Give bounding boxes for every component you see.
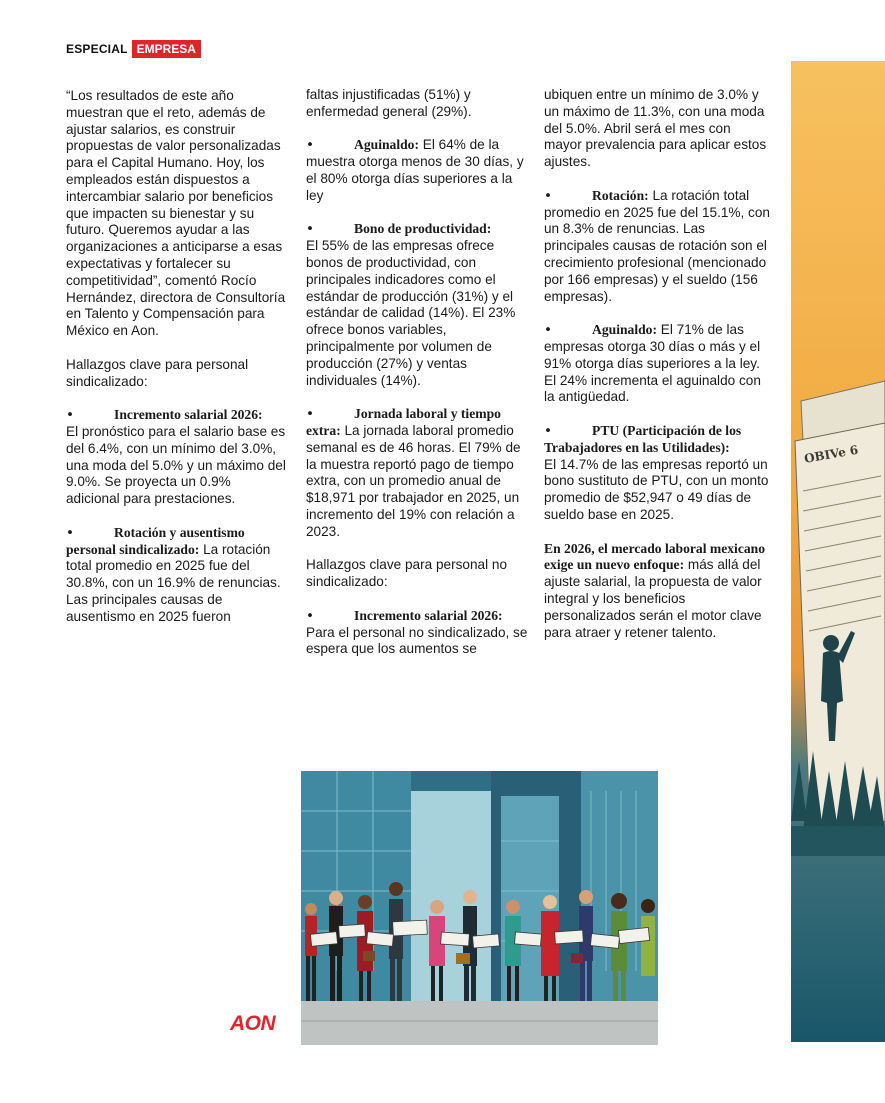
closing-title: En 2026, el mercado laboral mexicano exige un nuevo enfoque:	[544, 540, 766, 573]
finding-salary-increase	[66, 407, 288, 508]
workers-illustration-art	[301, 771, 658, 1045]
section-tag: EMPRESA	[132, 40, 201, 58]
document-sheets	[795, 381, 885, 851]
article-column-1	[66, 88, 288, 642]
section-header	[66, 40, 201, 58]
bullet: •	[544, 187, 553, 204]
quote-paragraph: “Los resultados de este año muestran que el reto, además de ajustar salarios, es construir propuestas de valor personalizadas para el Capital Humano. Hoy, los empleados están dispuestos a intercambiar salario por beneficios que impacten su bienestar y su futuro. Queremos ayudar a las organizaciones a anticiparse a esas expectativas y fortalecer su competitividad”, comentó Rocío Hernández, directora de Consultoría en Talento y Compensación para México en Aon.	[66, 88, 286, 339]
closing-text: más allá del ajuste salarial, la propuesta de valor integral y los beneficios personalizados serán el motor clave para atraer y retener talento.	[544, 557, 762, 640]
section-intro-non-unionized: Hallazgos clave para personal no sindicalizado:	[306, 557, 508, 590]
finding-text: La jornada laboral promedio semanal es de 46 horas. El 79% de la muestra reportó pago de tiempo extra, con un promedio anual de $18,971 por trabajador en 2025, un incremento del 19% con relación a 2023.	[306, 422, 521, 539]
finding-title: Incremento salarial 2026:	[114, 407, 263, 423]
finding-title: Incremento salarial 2026:	[354, 607, 503, 623]
side-illustration	[791, 61, 885, 1042]
finding-work-hours	[306, 406, 528, 540]
side-illustration-art	[791, 61, 885, 1042]
section-label: ESPECIAL	[66, 42, 128, 56]
bullet: •	[544, 322, 553, 339]
bullet: •	[66, 407, 75, 424]
finding-text: El 71% de las empresas otorga 30 días o más y el 91% otorga días superiores a la ley. El 24% incrementa el aguinaldo con la antigüedad.	[544, 322, 761, 405]
finding-aguinaldo	[306, 137, 528, 204]
finding-text: La rotación total promedio en 2025 fue del 30.8%, con un 16.9% de renuncias. Las principales causas de ausentismo en 2025 fueron	[66, 541, 281, 624]
bullet: •	[306, 137, 315, 154]
finding-text: Para el personal no sindicalizado, se espera que los aumentos se	[306, 624, 528, 657]
continued-paragraph: faltas injustificadas (51%) y enfermedad general (29%).	[306, 87, 472, 119]
finding-title: PTU (Participación de los Trabajadores en las Utilidades):	[544, 422, 742, 455]
finding-salary-increase-non-unionized	[306, 608, 528, 658]
section-intro-unionized: Hallazgos clave para personal sindicalizado:	[66, 356, 249, 389]
finding-title: Rotación y ausentismo personal sindicalizado:	[66, 524, 245, 557]
bullet: •	[306, 607, 315, 624]
finding-productivity-bonus	[306, 221, 528, 389]
finding-text: El 55% de las empresas ofrece bonos de productividad, con principales indicadores como el estándar de producción (31%) y el estándar de calidad (14%). El 23% ofrece bonos variables, principalmente por volumen de producción (27%) y ventas individuales (14%).	[306, 238, 516, 388]
finding-title: Aguinaldo:	[354, 137, 419, 153]
article-column-2	[306, 87, 528, 675]
finding-title: Aguinaldo:	[592, 322, 657, 338]
finding-title: Jornada laboral y tiempo extra:	[306, 406, 501, 438]
svg-text:OBIVe 6: OBIVe 6	[803, 442, 860, 466]
continued-paragraph: ubiquen entre un mínimo de 3.0% y un máximo de 11.3%, con una moda del 5.0%. Abril será el mes con mayor prevalencia para aplicar estos ajustes.	[544, 87, 767, 170]
finding-text: El 64% de la muestra otorga menos de 30 días, y el 80% otorga días superiores a la ley	[306, 137, 524, 203]
finding-text: El 14.7% de las empresas reportó un bono sustituto de PTU, con un monto promedio de $52,947 o 49 días de sueldo base en 2025.	[544, 456, 769, 522]
finding-text: La rotación total promedio en 2025 fue del 15.1%, con un 8.3% de renuncias. Las principales causas de rotación son el crecimiento profesional (mencionado por 166 empresas) y el sueldo (156 empresas).	[544, 187, 770, 304]
bullet: •	[544, 422, 553, 439]
finding-text: El pronóstico para el salario base es del 6.4%, con un mínimo del 3.0%, una moda del 5.0% y un máximo del 9.0%. Se proyecta un 0.9% adicional para prestaciones.	[66, 423, 286, 507]
workers-illustration	[301, 771, 658, 1045]
article-column-3	[544, 87, 770, 658]
finding-title: Bono de productividad:	[354, 221, 492, 237]
finding-turnover	[544, 188, 770, 306]
bullet: •	[306, 221, 315, 238]
bullet: •	[306, 406, 315, 423]
closing-paragraph	[544, 541, 770, 642]
aon-logo: AON	[230, 1012, 276, 1035]
finding-turnover-absenteeism	[66, 525, 288, 626]
finding-ptu	[544, 423, 770, 524]
finding-title: Rotación:	[592, 187, 649, 203]
finding-aguinaldo-non-unionized	[544, 322, 770, 406]
bullet: •	[66, 524, 75, 541]
